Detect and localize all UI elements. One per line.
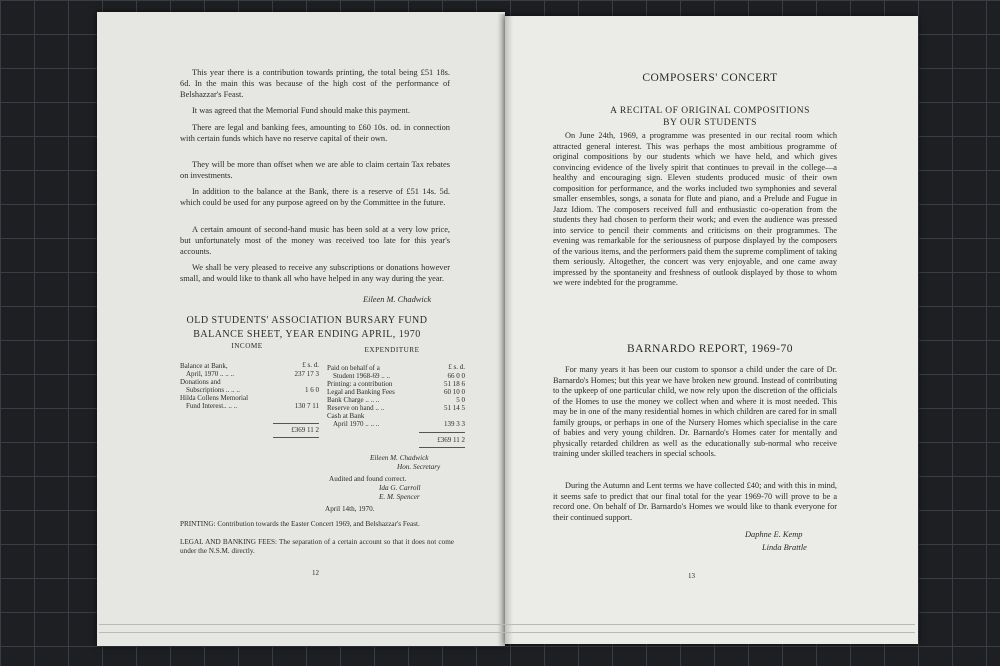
expenditure-header: EXPENDITURE — [364, 346, 420, 354]
page-bottom-edge — [99, 632, 915, 633]
income-header: INCOME — [231, 342, 263, 350]
note-legal: LEGAL AND BANKING FEES: The separation of a certain account so that it does not come under the N.S.M. directly. — [180, 538, 454, 555]
auditor-1: Ida G. Carroll — [379, 484, 421, 492]
paragraph-memorial: It was agreed that the Memorial Fund should make this payment. — [192, 106, 410, 115]
paragraph-thanks: We shall be very pleased to receive any subscriptions or donations however small, and would like to thank all who have helped in any way during the year. — [180, 263, 450, 283]
expenditure-lsd-header: £ s. d. — [448, 363, 465, 371]
right-page — [505, 16, 918, 644]
paragraph-tax: They will be more than offset when we are able to claim certain Tax rebates on investments. — [180, 160, 450, 180]
auditor-2: E. M. Spencer — [379, 493, 420, 501]
page-number-left: 12 — [312, 569, 319, 577]
secretary-name: Eileen M. Chadwick — [370, 454, 429, 462]
income-row-label: April, 1970 .. .. .. — [186, 370, 235, 378]
paragraph-reserve: In addition to the balance at the Bank, there is a reserve of £51 14s. 5d. which could be used for any purpose agreed on by the Committee in the future. — [180, 187, 450, 207]
barnardo-text-1: For many years it has been our custom to sponsor a child under the care of Dr. Barnardo's Homes; but this year we have broken new ground. Instead of contributing to the upkeep of one particular child, we now rely upon the discretion of the officials of the Homes to use the money we collect when and where it is most needed. This may be in one of the many residential homes in which children are cared for in small family groups, or perhaps in one of the Nursery Homes which specialise in the care of babies and very young children. Dr. Barnardo's Homes cater for mentally and physically retarded children as well as the educationally sub-normal who receive training under skilled teachers in special schools. — [553, 365, 837, 458]
expenditure-total: £369 11 2 — [437, 436, 465, 444]
concert-subtitle-1: A RECITAL OF ORIGINAL COMPOSITIONS — [610, 106, 810, 116]
audited-line: Audited and found correct. — [329, 475, 407, 483]
income-row-amount: 130 7 11 — [294, 402, 319, 410]
expenditure-row-label: Reserve on hand .. .. — [327, 404, 385, 412]
income-total-underline — [273, 437, 319, 438]
concert-title: COMPOSERS' CONCERT — [642, 72, 778, 84]
expenditure-row-amount: 5 0 — [456, 396, 465, 404]
income-row-label: Donations and — [180, 378, 221, 386]
income-row-amount: 237 17 3 — [294, 370, 319, 378]
expenditure-row-label: April 1970 .. .. .. — [333, 420, 380, 428]
barnardo-title: BARNARDO REPORT, 1969-70 — [626, 343, 794, 355]
barnardo-signature-2: Linda Brattle — [762, 543, 807, 552]
expenditure-row-amount: 66 0 0 — [447, 372, 465, 380]
page-number-right: 13 — [688, 572, 695, 580]
expenditure-row-amount: 60 10 0 — [444, 388, 465, 396]
book-gutter — [497, 14, 513, 646]
barnardo-text-2: During the Autumn and Lent terms we have collected £40; and with this in mind, it seems safe to predict that our final total for the year 1969-70 will prove to be a record one. On behalf of Dr. Barnardo's Homes we would like to thank everyone for their continued support. — [553, 481, 837, 522]
expenditure-row-label: Cash at Bank — [327, 412, 365, 420]
expenditure-total-rule — [419, 432, 465, 433]
barnardo-signature-1: Daphne E. Kemp — [745, 530, 803, 539]
income-row-label: Hilda Collens Memorial — [180, 394, 249, 402]
expenditure-row-label: Legal and Banking Fees — [327, 388, 395, 396]
income-row-label: Fund Interest.. .. .. — [186, 402, 238, 410]
expenditure-row-label: Paid on behalf of a — [327, 364, 380, 372]
left-page — [97, 12, 505, 646]
expenditure-total-underline — [419, 447, 465, 448]
expenditure-row-amount: 51 14 5 — [444, 404, 465, 412]
paragraph-fees: There are legal and banking fees, amounting to £60 10s. od. in connection with certain funds which have no reserve capital of their own. — [180, 123, 450, 143]
income-row-label: Balance at Bank, — [180, 362, 228, 370]
note-printing: PRINTING: Contribution towards the Easter Concert 1969, and Belshazzar's Feast. — [180, 520, 420, 528]
expenditure-row-label: Bank Charge .. .. .. — [327, 396, 380, 404]
income-row-label: Subscriptions .. .. .. — [186, 386, 240, 394]
audit-date: April 14th, 1970. — [325, 505, 375, 513]
expenditure-row-amount: 139 3 3 — [444, 420, 465, 428]
concert-report-text: On June 24th, 1969, a programme was presented in our recital room which attracted general interest. This was perhaps the most ambitious programme of original compositions by our students which we have held, and which gives convincing evidence of the lively spirit that continues to prevail in the college—a healthy and encouraging sign. Eleven students produced music of their own composition for performance, and the works included two symphonies and several smaller ensembles, songs, a sonata for flute and piano, and a Prelude and Fugue in Jazz Idiom. The composers received full and enthusiastic co-operation from the students they had chosen to perform their work; and even the audience was pressed into service to pencil their comments and criticisms on their programmes. The evening was remarkable for the seriousness of purpose displayed by the composers of the various items, and the performers paid them the supreme compliment of taking them seriously. Altogether, the concert was very enjoyable, and one came away impressed by the spontaneity and freshness of outlook displayed by those to whom we were indebted for the programme. — [553, 131, 837, 287]
income-total-rule — [273, 423, 319, 424]
income-total: £369 11 2 — [291, 426, 319, 434]
expenditure-row-label: Printing: a contribution — [327, 380, 393, 388]
expenditure-row-amount: 51 18 6 — [444, 380, 465, 388]
income-lsd-header: £ s. d. — [302, 361, 319, 369]
paragraph-music-sold: A certain amount of second-hand music has been sold at a very low price, but unfortunately most of the money was received too late for this year's accounts. — [180, 225, 450, 256]
secretary-title: Hon. Secretary — [397, 463, 441, 471]
balance-title-1: OLD STUDENTS' ASSOCIATION BURSARY FUND — [186, 315, 428, 326]
balance-title-2: BALANCE SHEET, YEAR ENDING APRIL, 1970 — [193, 329, 421, 340]
expenditure-row-label: Student 1968-69 .. .. — [333, 372, 390, 380]
paragraph-printing: This year there is a contribution towards printing, the total being £51 18s. 6d. In the main this was because of the high cost of the performance of Belshazzar's Feast. — [180, 68, 450, 99]
concert-subtitle-2: BY OUR STUDENTS — [663, 118, 757, 128]
page-bottom-edge — [99, 624, 915, 625]
treasurer-signature: Eileen M. Chadwick — [363, 295, 432, 304]
income-row-amount: 1 6 0 — [305, 386, 319, 394]
